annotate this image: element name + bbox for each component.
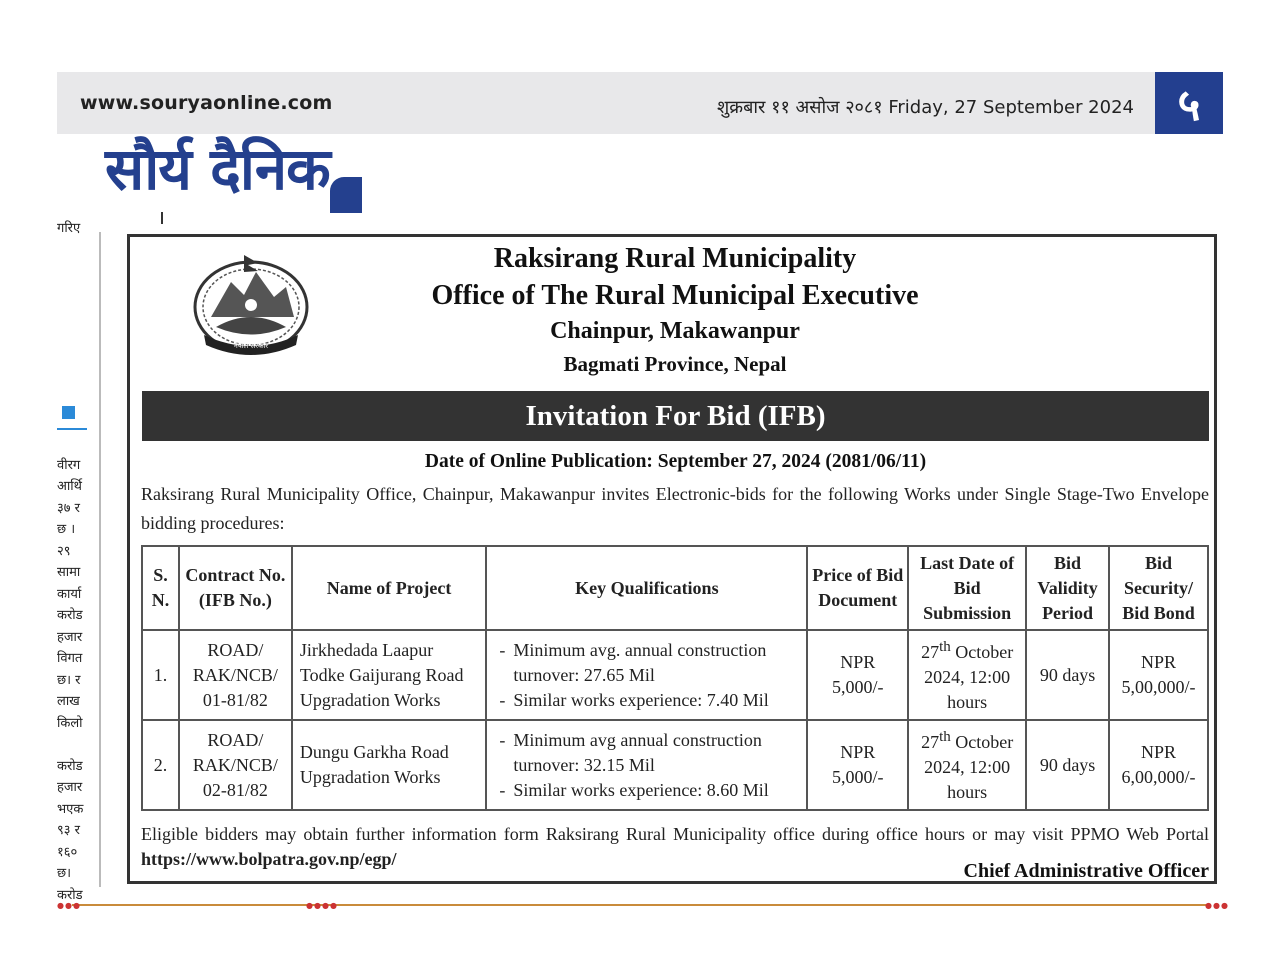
cell-price: NPR 5,000/- — [807, 630, 908, 720]
emblem-caption: नेपाल सरकार — [233, 342, 269, 350]
side-column-line: लाख — [57, 694, 80, 709]
table-header-row — [142, 546, 1208, 630]
cell-price: NPR 5,000/- — [807, 720, 908, 810]
side-column-line: विगत — [57, 651, 83, 666]
last-date-suffix: th — [939, 639, 951, 655]
cell-project: Dungu Garkha Road Upgradation Works — [292, 720, 487, 810]
cell-validity: 90 days — [1026, 630, 1109, 720]
cell-sn: 1. — [142, 630, 179, 720]
side-column-line: वीरग — [57, 457, 81, 473]
masthead-tick — [161, 212, 163, 224]
cell-last-date — [908, 630, 1026, 720]
side-column-line: हजार — [57, 629, 83, 645]
side-column-line: छ। र — [57, 672, 81, 688]
last-date-rest: October 2024, 12:00 hours — [924, 642, 1014, 712]
rule-ornament-right: ●●● — [1205, 901, 1229, 910]
cell-last-date — [908, 720, 1026, 810]
qualification-item: - Minimum avg annual construction turnover: 32.15 Mil — [499, 728, 802, 778]
rule-ornament-mid: ●●●● — [306, 901, 338, 910]
side-column-line: करोड — [57, 758, 83, 774]
office-location: Chainpur, Makawanpur — [550, 318, 800, 344]
rule-ornament-left: ●●● — [57, 901, 81, 910]
side-column-line: २९ — [57, 543, 71, 559]
page-number: ५ — [1155, 72, 1223, 134]
side-column-line — [57, 283, 97, 305]
side-column-line — [57, 347, 97, 369]
side-column-line: छ । — [57, 522, 76, 537]
side-column-line: छ। — [57, 866, 72, 881]
ifb-banner: Invitation For Bid (IFB) — [142, 391, 1209, 441]
signatory: Chief Administrative Officer — [963, 860, 1209, 882]
side-column-text — [57, 218, 97, 906]
side-column-line: करोड — [57, 887, 83, 903]
cell-project: Jirkhedada Laapur Todke Gaijurang Road Upgradation Works — [292, 630, 487, 720]
site-url[interactable]: www.souryaonline.com — [80, 92, 333, 114]
col-header-validity: Bid Validity Period — [1026, 546, 1109, 630]
table-row — [142, 720, 1208, 810]
side-column-line: ९३ र — [57, 823, 80, 838]
intro-paragraph: Raksirang Rural Municipality Office, Chainpur, Makawanpur invites Electronic-bids for the following Works under Single Stage-Two Envelope bidding procedures: — [141, 484, 1209, 533]
side-column-line — [57, 369, 97, 391]
col-header-security: Bid Security/ Bid Bond — [1109, 546, 1208, 630]
bottom-rule — [72, 904, 1208, 906]
side-column-line: आर्थि — [57, 479, 82, 494]
side-column-line — [57, 304, 97, 326]
col-header-qualifications: Key Qualifications — [486, 546, 807, 630]
masthead-ornament — [330, 177, 362, 213]
col-header-last-date: Last Date of Bid Submission — [908, 546, 1026, 630]
cell-contract: ROAD/ RAK/NCB/ 01-81/82 — [179, 630, 292, 720]
side-column-line: गरिए — [57, 221, 81, 236]
side-column-line: भएक — [57, 801, 84, 817]
org-name: Raksirang Rural Municipality — [493, 243, 857, 274]
cell-sn: 2. — [142, 720, 179, 810]
column-divider — [99, 232, 101, 887]
cell-security: NPR 5,00,000/- — [1109, 630, 1208, 720]
last-date-rest: October 2024, 12:00 hours — [924, 732, 1014, 802]
side-square-marker — [62, 406, 75, 419]
side-column-line — [57, 433, 97, 455]
nepal-emblem-icon — [186, 247, 316, 359]
side-column-line: ३७ र — [57, 500, 80, 516]
col-header-price: Price of Bid Document — [807, 546, 908, 630]
qualification-item: - Similar works experience: 8.60 Mil — [499, 778, 802, 803]
side-blue-rule — [57, 428, 87, 430]
office-name: Office of The Rural Municipal Executive — [431, 280, 919, 311]
col-header-sn: S. N. — [142, 546, 179, 630]
side-column-line — [57, 261, 97, 283]
footer-text: Eligible bidders may obtain further information form Raksirang Rural Municipality office during office hours or may visit PPMO Web Portal — [141, 824, 1209, 844]
side-column-line: करोड — [57, 608, 83, 623]
last-date-suffix: th — [939, 729, 951, 745]
last-date-day: 27 — [921, 642, 940, 662]
table-row — [142, 630, 1208, 720]
last-date-day: 27 — [921, 732, 940, 752]
newspaper-masthead: सौर्य दैनिक — [105, 135, 330, 203]
bid-table — [141, 545, 1209, 811]
qualification-item: - Similar works experience: 7.40 Mil — [499, 688, 802, 713]
side-column-line — [57, 240, 97, 262]
publication-date: Date of Online Publication: September 27, 2024 (2081/06/11) — [424, 451, 927, 472]
cell-contract: ROAD/ RAK/NCB/ 02-81/82 — [179, 720, 292, 810]
side-column-line — [57, 734, 97, 756]
cell-qualifications — [486, 720, 807, 810]
side-column-line: किलो — [57, 715, 83, 731]
cell-qualifications — [486, 630, 807, 720]
col-header-project: Name of Project — [292, 546, 487, 630]
side-column-line — [57, 326, 97, 348]
side-column-line: सामा — [57, 565, 81, 580]
col-header-contract: Contract No. (IFB No.) — [179, 546, 292, 630]
office-province: Bagmati Province, Nepal — [563, 352, 787, 376]
side-column-line: कार्या — [57, 586, 82, 602]
qualification-item: - Minimum avg. annual construction turnover: 27.65 Mil — [499, 638, 802, 688]
side-column-line: हजार — [57, 780, 83, 795]
cell-security: NPR 6,00,000/- — [1109, 720, 1208, 810]
header-date: शुक्रबार ११ असोज २०८१ Friday, 27 September 2024 — [717, 97, 1134, 118]
side-column-line: १६० — [57, 844, 78, 860]
ppmo-portal-link[interactable]: https://www.bolpatra.gov.np/egp/ — [141, 849, 397, 869]
cell-validity: 90 days — [1026, 720, 1109, 810]
